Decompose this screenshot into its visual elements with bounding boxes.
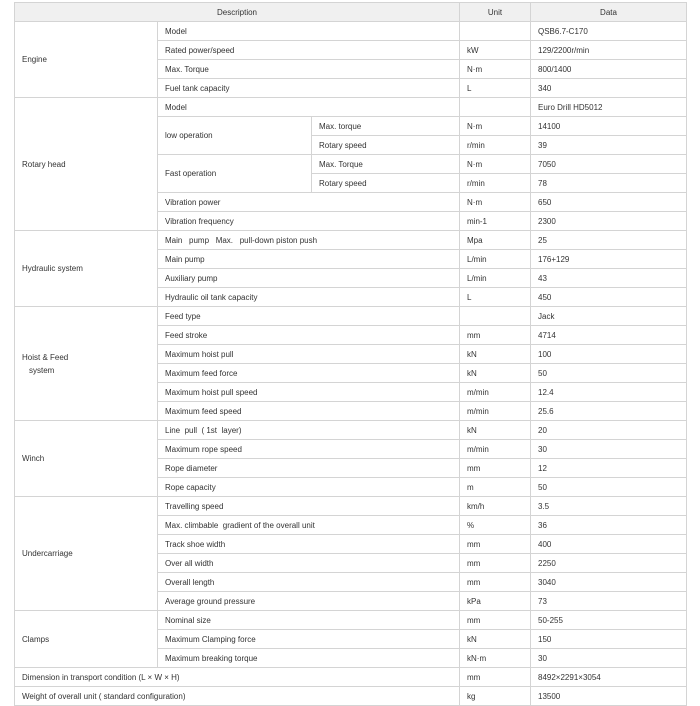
unit-cell: m (460, 478, 531, 497)
item-cell: Max. Torque (158, 60, 460, 79)
unit-cell: mm (460, 668, 531, 687)
unit-cell: mm (460, 573, 531, 592)
data-cell: 176+129 (531, 250, 687, 269)
item-cell: Hydraulic oil tank capacity (158, 288, 460, 307)
data-cell: 340 (531, 79, 687, 98)
header-unit: Unit (460, 3, 531, 22)
item-cell: Maximum breaking torque (158, 649, 460, 668)
unit-cell: kN (460, 421, 531, 440)
table-row (15, 668, 687, 687)
data-cell: 400 (531, 535, 687, 554)
group-cell-clamps: Clamps (15, 611, 158, 668)
data-cell: 30 (531, 649, 687, 668)
item-cell: Feed type (158, 307, 460, 326)
data-cell: 3040 (531, 573, 687, 592)
data-cell: 25.6 (531, 402, 687, 421)
item-cell: Fast operation (158, 155, 312, 193)
item-cell: Maximum Clamping force (158, 630, 460, 649)
table-row (15, 231, 687, 250)
sub-item-cell: Rotary speed (312, 174, 460, 193)
unit-cell: L/min (460, 269, 531, 288)
unit-cell (460, 307, 531, 326)
item-cell: Max. climbable gradient of the overall unit (158, 516, 460, 535)
table-row (15, 497, 687, 516)
sub-item-cell: Rotary speed (312, 136, 460, 155)
unit-cell: m/min (460, 383, 531, 402)
unit-cell: kN (460, 364, 531, 383)
data-cell: 43 (531, 269, 687, 288)
unit-cell: kg (460, 687, 531, 706)
item-cell: Maximum rope speed (158, 440, 460, 459)
group-cell-hydraulic-system: Hydraulic system (15, 231, 158, 307)
item-cell-transport-dimension: Dimension in transport condition (L × W × H) (15, 668, 460, 687)
data-cell: 25 (531, 231, 687, 250)
data-cell: 78 (531, 174, 687, 193)
item-cell: Auxiliary pump (158, 269, 460, 288)
sub-item-cell: Max. torque (312, 117, 460, 136)
data-cell: 12 (531, 459, 687, 478)
header-row (15, 3, 687, 22)
unit-cell: mm (460, 535, 531, 554)
group-label-line2: system (29, 365, 55, 375)
group-label-line1: Hoist & Feed (22, 352, 69, 362)
spec-table (14, 2, 687, 706)
item-cell: Model (158, 98, 460, 117)
item-cell: Nominal size (158, 611, 460, 630)
item-cell: Overall length (158, 573, 460, 592)
unit-cell: mm (460, 326, 531, 345)
unit-cell: N·m (460, 193, 531, 212)
item-cell: Over all width (158, 554, 460, 573)
data-cell: 14100 (531, 117, 687, 136)
data-cell: 4714 (531, 326, 687, 345)
data-cell: Euro Drill HD5012 (531, 98, 687, 117)
unit-cell: kN (460, 345, 531, 364)
unit-cell (460, 22, 531, 41)
item-cell: Maximum hoist pull speed (158, 383, 460, 402)
header-description: Description (15, 3, 460, 22)
unit-cell: m/min (460, 440, 531, 459)
data-cell: 50 (531, 478, 687, 497)
data-cell: 2300 (531, 212, 687, 231)
item-cell-overall-weight: Weight of overall unit ( standard configuration) (15, 687, 460, 706)
spec-table-wrapper (14, 2, 686, 706)
table-row (15, 307, 687, 326)
table-row (15, 421, 687, 440)
data-cell: 7050 (531, 155, 687, 174)
item-cell: Track shoe width (158, 535, 460, 554)
data-cell: 50-255 (531, 611, 687, 630)
unit-cell: kN·m (460, 649, 531, 668)
table-row (15, 611, 687, 630)
unit-cell: r/min (460, 174, 531, 193)
unit-cell: mm (460, 459, 531, 478)
group-cell-undercarriage: Undercarriage (15, 497, 158, 611)
data-cell: 39 (531, 136, 687, 155)
unit-cell: N·m (460, 60, 531, 79)
data-cell: 3.5 (531, 497, 687, 516)
item-cell: Main pump Max. pull-down piston push (158, 231, 460, 250)
item-cell: Maximum feed force (158, 364, 460, 383)
data-cell: 12.4 (531, 383, 687, 402)
item-cell: Rope diameter (158, 459, 460, 478)
unit-cell: kPa (460, 592, 531, 611)
data-cell: 800/1400 (531, 60, 687, 79)
group-cell-hoist-feed (15, 307, 158, 421)
item-cell: Maximum hoist pull (158, 345, 460, 364)
header-data: Data (531, 3, 687, 22)
data-cell: 50 (531, 364, 687, 383)
sub-item-cell: Max. Torque (312, 155, 460, 174)
data-cell: 13500 (531, 687, 687, 706)
unit-cell: min-1 (460, 212, 531, 231)
item-cell: Feed stroke (158, 326, 460, 345)
item-cell: Maximum feed speed (158, 402, 460, 421)
item-cell: Average ground pressure (158, 592, 460, 611)
unit-cell: mm (460, 554, 531, 573)
unit-cell: m/min (460, 402, 531, 421)
unit-cell: L (460, 79, 531, 98)
unit-cell: N·m (460, 117, 531, 136)
unit-cell: r/min (460, 136, 531, 155)
unit-cell (460, 98, 531, 117)
item-cell: Vibration frequency (158, 212, 460, 231)
item-cell: Main pump (158, 250, 460, 269)
unit-cell: Mpa (460, 231, 531, 250)
unit-cell: km/h (460, 497, 531, 516)
table-row (15, 687, 687, 706)
unit-cell: % (460, 516, 531, 535)
group-cell-winch: Winch (15, 421, 158, 497)
item-cell: Fuel tank capacity (158, 79, 460, 98)
table-row (15, 98, 687, 117)
data-cell: 30 (531, 440, 687, 459)
data-cell: 20 (531, 421, 687, 440)
unit-cell: kW (460, 41, 531, 60)
data-cell: 650 (531, 193, 687, 212)
item-cell: Vibration power (158, 193, 460, 212)
item-cell: Model (158, 22, 460, 41)
data-cell: 100 (531, 345, 687, 364)
data-cell: 73 (531, 592, 687, 611)
item-cell: Rated power/speed (158, 41, 460, 60)
item-cell: low operation (158, 117, 312, 155)
data-cell: 450 (531, 288, 687, 307)
data-cell: 36 (531, 516, 687, 535)
data-cell: Jack (531, 307, 687, 326)
data-cell: 150 (531, 630, 687, 649)
unit-cell: L (460, 288, 531, 307)
unit-cell: N·m (460, 155, 531, 174)
unit-cell: mm (460, 611, 531, 630)
unit-cell: L/min (460, 250, 531, 269)
data-cell: QSB6.7-C170 (531, 22, 687, 41)
item-cell: Travelling speed (158, 497, 460, 516)
group-cell-engine: Engine (15, 22, 158, 98)
data-cell: 8492×2291×3054 (531, 668, 687, 687)
group-cell-rotary-head: Rotary head (15, 98, 158, 231)
data-cell: 2250 (531, 554, 687, 573)
table-row (15, 22, 687, 41)
unit-cell: kN (460, 630, 531, 649)
data-cell: 129/2200r/min (531, 41, 687, 60)
item-cell: Line pull ( 1st layer) (158, 421, 460, 440)
item-cell: Rope capacity (158, 478, 460, 497)
